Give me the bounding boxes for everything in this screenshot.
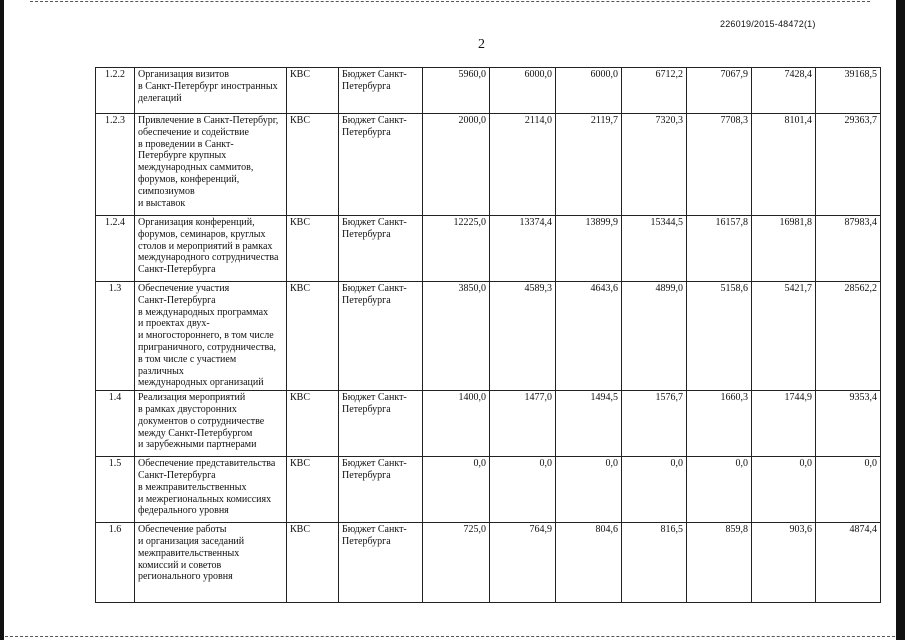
row-value: 5960,0 [423, 68, 490, 114]
row-value: 12225,0 [423, 216, 490, 282]
row-total: 0,0 [816, 457, 881, 523]
row-value: 3850,0 [423, 282, 490, 391]
document-id: 226019/2015-48472(1) [720, 19, 816, 29]
row-value: 725,0 [423, 523, 490, 603]
row-value: 2114,0 [490, 114, 556, 216]
row-total: 9353,4 [816, 391, 881, 457]
row-value: 1477,0 [490, 391, 556, 457]
row-value: 816,5 [622, 523, 687, 603]
table-row [96, 114, 881, 216]
row-value: 0,0 [752, 457, 816, 523]
row-number: 1.5 [96, 457, 135, 523]
row-total: 28562,2 [816, 282, 881, 391]
row-executor: КВС [287, 68, 339, 114]
table-row [96, 457, 881, 523]
row-value: 0,0 [556, 457, 622, 523]
scan-rule-bottom [5, 636, 895, 637]
row-value: 7067,9 [687, 68, 752, 114]
row-value: 6712,2 [622, 68, 687, 114]
row-total: 87983,4 [816, 216, 881, 282]
row-value: 7320,3 [622, 114, 687, 216]
scan-edge-left [0, 0, 4, 640]
row-value: 0,0 [490, 457, 556, 523]
page-number: 2 [478, 37, 485, 52]
row-value: 4643,6 [556, 282, 622, 391]
row-value: 4899,0 [622, 282, 687, 391]
row-source: Бюджет Санкт- Петербурга [339, 114, 423, 216]
row-value: 764,9 [490, 523, 556, 603]
table-row [96, 523, 881, 603]
row-title: Реализация мероприятий в рамках двусторонних документов о сотрудничестве между Санкт-Петербургом и зарубежными партнерами [135, 391, 287, 457]
row-executor: КВС [287, 114, 339, 216]
row-number: 1.2.4 [96, 216, 135, 282]
row-source: Бюджет Санкт- Петербурга [339, 457, 423, 523]
table-body [96, 68, 881, 603]
row-executor: КВС [287, 282, 339, 391]
row-title: Обеспечение работы и организация заседаний межправительственных комиссий и советов регионального уровня [135, 523, 287, 603]
table-row [96, 216, 881, 282]
table-row [96, 391, 881, 457]
row-source: Бюджет Санкт- Петербурга [339, 391, 423, 457]
row-title: Обеспечение участия Санкт-Петербурга в международных программах и проектах двух- и многостороннего, в том числе приграничного, сотрудничества, в том числе с участием различных международных организаций [135, 282, 287, 391]
row-number: 1.2.3 [96, 114, 135, 216]
row-source: Бюджет Санкт- Петербурга [339, 216, 423, 282]
row-value: 13374,4 [490, 216, 556, 282]
row-value: 5158,6 [687, 282, 752, 391]
row-value: 4589,3 [490, 282, 556, 391]
row-value: 0,0 [423, 457, 490, 523]
row-executor: КВС [287, 457, 339, 523]
row-source: Бюджет Санкт- Петербурга [339, 282, 423, 391]
row-value: 13899,9 [556, 216, 622, 282]
scan-edge-right [896, 0, 905, 640]
row-title: Обеспечение представительства Санкт-Петербурга в межправительственных и межрегиональных комиссиях федерального уровня [135, 457, 287, 523]
row-value: 8101,4 [752, 114, 816, 216]
row-title: Организация конференций, форумов, семинаров, круглых столов и мероприятий в рамках международного сотрудничества Санкт-Петербурга [135, 216, 287, 282]
row-title: Организация визитов в Санкт-Петербург иностранных делегаций [135, 68, 287, 114]
row-number: 1.2.2 [96, 68, 135, 114]
row-executor: КВС [287, 216, 339, 282]
row-value: 16981,8 [752, 216, 816, 282]
row-source: Бюджет Санкт- Петербурга [339, 68, 423, 114]
row-executor: КВС [287, 523, 339, 603]
row-value: 6000,0 [490, 68, 556, 114]
row-value: 859,8 [687, 523, 752, 603]
table-row [96, 68, 881, 114]
table-row [96, 282, 881, 391]
row-executor: КВС [287, 391, 339, 457]
row-total: 29363,7 [816, 114, 881, 216]
row-value: 6000,0 [556, 68, 622, 114]
row-source: Бюджет Санкт- Петербурга [339, 523, 423, 603]
row-value: 1660,3 [687, 391, 752, 457]
row-value: 903,6 [752, 523, 816, 603]
row-value: 15344,5 [622, 216, 687, 282]
row-value: 1400,0 [423, 391, 490, 457]
row-value: 1494,5 [556, 391, 622, 457]
row-value: 16157,8 [687, 216, 752, 282]
scan-rule-top [30, 1, 870, 2]
row-total: 4874,4 [816, 523, 881, 603]
row-number: 1.3 [96, 282, 135, 391]
row-value: 1576,7 [622, 391, 687, 457]
row-value: 2000,0 [423, 114, 490, 216]
budget-table [95, 67, 881, 603]
row-value: 0,0 [687, 457, 752, 523]
row-value: 5421,7 [752, 282, 816, 391]
row-value: 7428,4 [752, 68, 816, 114]
row-value: 0,0 [622, 457, 687, 523]
row-number: 1.4 [96, 391, 135, 457]
row-total: 39168,5 [816, 68, 881, 114]
row-title: Привлечение в Санкт-Петербург, обеспечение и содействие в проведении в Санкт- Петербурге крупных международных саммитов, форумов, конференций, симпозиумов и выставок [135, 114, 287, 216]
row-value: 7708,3 [687, 114, 752, 216]
row-value: 1744,9 [752, 391, 816, 457]
row-value: 2119,7 [556, 114, 622, 216]
row-value: 804,6 [556, 523, 622, 603]
row-number: 1.6 [96, 523, 135, 603]
